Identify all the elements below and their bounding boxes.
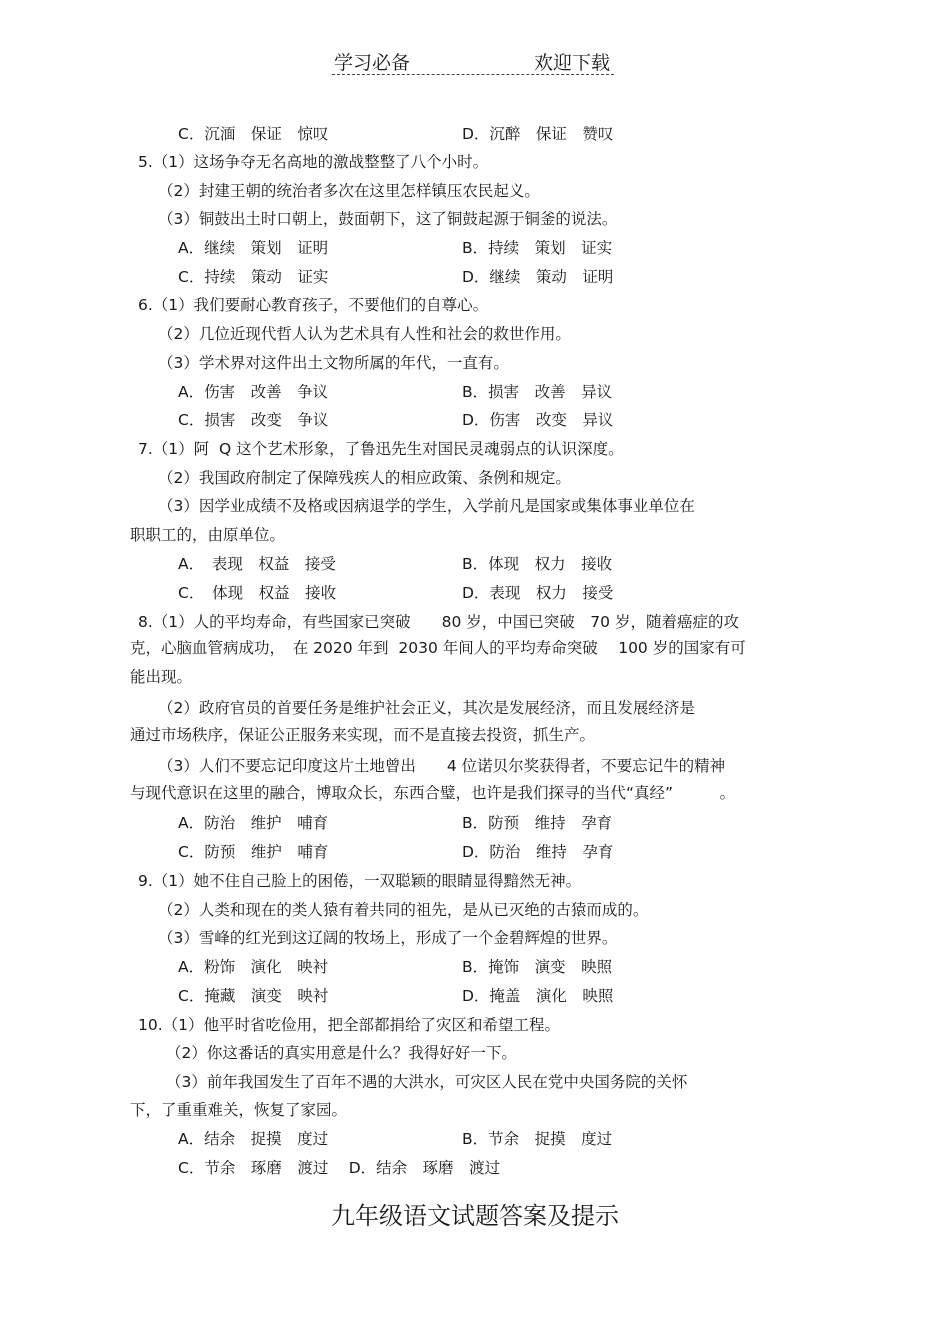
text-line: （3）雪峰的红光到这辽阔的牧场上，形成了一个金碧辉煌的世界。 (158, 929, 618, 947)
text-line: 6.（1）我们要耐心教育孩子，不要他们的自尊心。 (138, 296, 489, 314)
text-line: 能出现。 (130, 668, 193, 686)
text-line: C．防预 维护 哺育 (178, 843, 329, 861)
text-line: B．防预 维持 孕育 (462, 814, 613, 832)
text-line: A． 表现 权益 接受 (178, 555, 336, 573)
text-line: 7.（1）阿 Q 这个艺术形象，了鲁迅先生对国民灵魂弱点的认识深度。 (138, 440, 624, 458)
text-line: （2）我国政府制定了保障残疾人的相应政策、条例和规定。 (158, 469, 571, 487)
text-line: （2）封建王朝的统治者多次在这里怎样镇压农民起义。 (158, 182, 540, 200)
text-line: D．掩盖 演化 映照 (462, 987, 614, 1005)
text-line: B．持续 策划 证实 (462, 239, 613, 257)
text-line: 下，了重重难关，恢复了家园。 (130, 1101, 348, 1119)
text-line: 8.（1）人的平均寿命，有些国家已突破 80 岁，中国已突破 70 岁，随着癌症的攻 (138, 613, 739, 631)
text-line: B．损害 改善 异议 (462, 383, 613, 401)
text-line: C． 体现 权益 接收 (178, 584, 337, 602)
text-line: （3）学术界对这件出土文物所属的年代，一直有。 (158, 354, 509, 372)
text-line: A．结余 捉摸 度过 (178, 1130, 329, 1148)
text-line: C．持续 策动 证实 (178, 268, 329, 286)
text-line: A．伤害 改善 争议 (178, 383, 329, 401)
text-line: B．掩饰 演变 映照 (462, 958, 613, 976)
text-line: （3）因学业成绩不及格或因病退学的学生，入学前凡是国家或集体事业单位在 (158, 497, 695, 515)
text-line: 10.（1）他平时省吃俭用，把全部都捐给了灾区和希望工程。 (138, 1016, 561, 1034)
page-header (332, 44, 614, 75)
text-line: D．防治 维持 孕育 (462, 843, 614, 861)
text-line: （2）人类和现在的类人猿有着共同的祖先，是从已灭绝的古猿而成的。 (158, 901, 649, 919)
text-line: B．节余 捉摸 度过 (462, 1130, 613, 1148)
text-line: A．防治 维护 哺育 (178, 814, 329, 832)
text-line: C．掩藏 演变 映衬 (178, 987, 329, 1005)
text-line: 与现代意识在这里的融合，博取众长，东西合璧，也许是我们探寻的当代“真经” 。 (130, 784, 736, 802)
text-line: （2）几位近现代哲人认为艺术具有人性和社会的救世作用。 (158, 325, 571, 343)
text-line: 9.（1）她不住自己脸上的困倦，一双聪颖的眼睛显得黯然无神。 (138, 872, 582, 890)
text-line: D．伤害 改变 异议 (462, 411, 614, 429)
text-line: C．节余 琢磨 渡过 D．结余 琢磨 渡过 (178, 1159, 501, 1177)
text-line: （2）你这番话的真实用意是什么？我得好好一下。 (166, 1044, 517, 1062)
header-right-text: 欢迎下载 (533, 52, 610, 74)
answer-section-title: 九年级语文试题答案及提示 (331, 1202, 619, 1230)
text-line: A．继续 策划 证明 (178, 239, 329, 257)
text-line: D．继续 策动 证明 (462, 268, 614, 286)
text-line: 职职工的，由原单位。 (130, 526, 286, 544)
text-line: 克，心脑血管病成功， 在 2020 年到 2030 年间人的平均寿命突破 100 岁的国家有可 (130, 639, 746, 657)
header-left-text: 学习必备 (334, 52, 411, 74)
text-line: 5.（1）这场争夺无名高地的激战整整了八个小时。 (138, 153, 489, 171)
text-line: A．粉饰 演化 映衬 (178, 958, 329, 976)
text-line: （2）政府官员的首要任务是维护社会正义，其次是发展经济，而且发展经济是 (158, 699, 695, 717)
text-line: （3）人们不要忘记印度这片土地曾出 4 位诺贝尔奖获得者，不要忘记牛的精神 (158, 757, 726, 775)
text-line: D．沉醉 保证 赞叹 (462, 125, 614, 143)
text-line: B．体现 权力 接收 (462, 555, 613, 573)
text-line: （3）前年我国发生了百年不遇的大洪水，可灾区人民在党中央国务院的关怀 (166, 1073, 688, 1091)
text-line: D．表现 权力 接受 (462, 584, 614, 602)
text-line: C．沉湎 保证 惊叹 (178, 125, 329, 143)
text-line: C．损害 改变 争议 (178, 411, 329, 429)
text-line: 通过市场秩序，保证公正服务来实现，而不是直接去投资，抓生产。 (130, 726, 596, 744)
text-line: （3）铜鼓出土时口朝上，鼓面朝下，这了铜鼓起源于铜釜的说法。 (158, 210, 618, 228)
